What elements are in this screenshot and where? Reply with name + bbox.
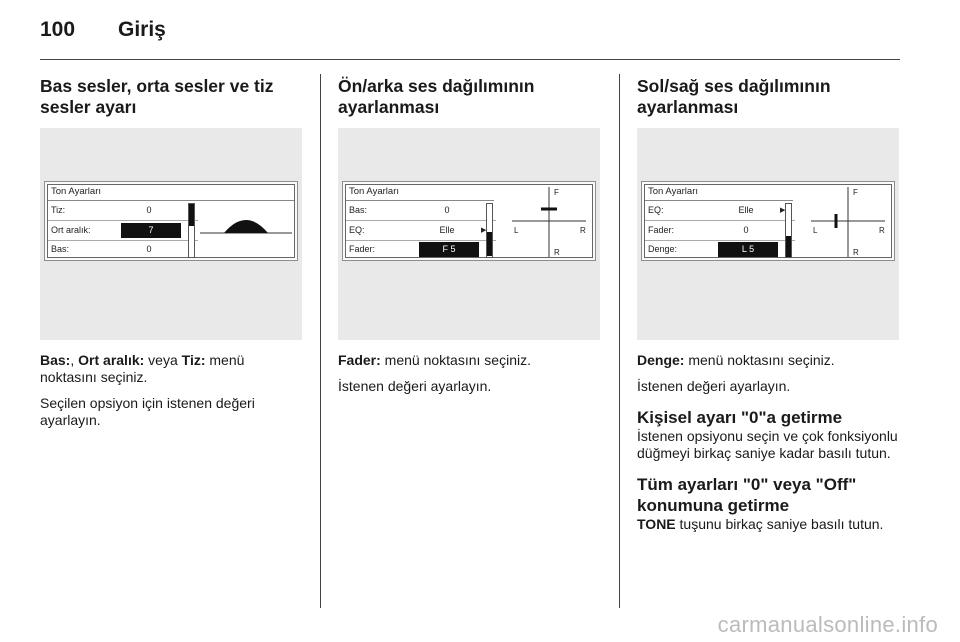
section-heading: Bas sesler, orta sesler ve tiz sesler ayarı	[40, 76, 274, 117]
display-screen	[44, 181, 298, 261]
menu-row-label: Denge:	[648, 244, 678, 254]
axis-front-label: F	[554, 188, 559, 197]
menu-row-treble	[51, 202, 191, 219]
menu-row-value: 0	[743, 225, 749, 235]
menu-row-mid-selected	[51, 222, 191, 239]
menu-row-label: Ort aralık:	[51, 225, 91, 235]
menu-row-value: F 5	[419, 242, 479, 257]
menu-row-fader	[648, 222, 788, 239]
menu-row-eq	[648, 202, 788, 219]
axis-left-label: L	[514, 226, 519, 235]
screen-title: Ton Ayarları	[349, 186, 399, 197]
column-divider-1	[320, 74, 321, 608]
menu-row-label: Fader:	[349, 244, 376, 254]
instruction-adjust: Seçilen opsiyon için istenen değeri ayarlayın.	[40, 395, 255, 428]
instruction-select: Bas:, Ort aralık: veya Tiz: menü noktasını seçiniz.	[40, 352, 245, 385]
menu-row-label: Fader:	[648, 225, 675, 235]
column-balance	[637, 76, 901, 533]
column-bass-mid-treble	[40, 76, 304, 429]
menu-row-value: 0	[146, 244, 152, 254]
watermark: carmanualsonline.info	[717, 612, 938, 637]
column-fader	[338, 76, 602, 395]
menu-row-label: Tiz:	[51, 205, 66, 215]
page-number: 100	[40, 18, 76, 41]
menu-row-value: Elle	[738, 205, 754, 215]
fader-settings-figure	[338, 128, 600, 340]
reset-all-text: TONE tuşunu birkaç saniye basılı tutun.	[637, 516, 884, 532]
scrollbar-icon	[486, 203, 493, 258]
balance-fader-grid-icon	[504, 185, 594, 259]
instruction-adjust: İstenen değeri ayarlayın.	[338, 378, 492, 394]
screen-title: Ton Ayarları	[51, 186, 101, 197]
menu-row-value: Elle	[439, 225, 455, 235]
menu-row-value: 0	[444, 205, 450, 215]
instruction-select: Denge: menü noktasını seçiniz.	[637, 352, 835, 368]
menu-row-eq	[349, 222, 489, 239]
instruction-adjust: İstenen değeri ayarlayın.	[637, 378, 791, 394]
axis-right-label: R	[580, 226, 586, 235]
instruction-select: Fader: menü noktasını seçiniz.	[338, 352, 531, 368]
tone-settings-figure	[40, 128, 302, 340]
screen-title: Ton Ayarları	[648, 186, 698, 197]
axis-rear-label: R	[554, 248, 560, 257]
menu-row-bass	[51, 241, 191, 258]
axis-front-label: F	[853, 188, 858, 197]
page-title: Giriş	[118, 18, 166, 41]
arrow-right-icon: ▶	[780, 207, 786, 214]
header-rule	[40, 59, 900, 60]
menu-row-label: Bas:	[349, 205, 368, 215]
axis-right-label: R	[879, 226, 885, 235]
column-divider-2	[619, 74, 620, 608]
reset-single-text: İstenen opsiyonu seçin ve çok fonksiyonlu düğmeyi birkaç saniye kadar basılı tutun.	[637, 428, 898, 461]
menu-row-fader-selected	[349, 241, 489, 258]
menu-row-bass	[349, 202, 489, 219]
section-heading: Ön/arka ses dağılımının ayarlanması	[338, 76, 535, 117]
scrollbar-icon	[785, 203, 792, 258]
axis-left-label: L	[813, 226, 818, 235]
eq-curve-icon	[200, 203, 292, 257]
display-screen	[342, 181, 596, 261]
display-screen	[641, 181, 895, 261]
menu-row-balance-selected	[648, 241, 788, 258]
menu-row-label: EQ:	[648, 205, 664, 215]
menu-row-value: 0	[146, 205, 152, 215]
subheading-reset-single: Kişisel ayarı "0"a getirme	[637, 408, 843, 427]
axis-rear-label: R	[853, 248, 859, 257]
balance-settings-figure	[637, 128, 899, 340]
menu-row-label: Bas:	[51, 244, 70, 254]
subheading-reset-all: Tüm ayarları "0" veya "Off" konumuna getirme	[637, 475, 857, 515]
page-header	[40, 18, 166, 48]
arrow-right-icon: ▶	[481, 227, 487, 234]
menu-row-value: 7	[121, 223, 181, 238]
menu-row-label: EQ:	[349, 225, 365, 235]
menu-row-value: L 5	[718, 242, 778, 257]
balance-fader-grid-icon	[803, 185, 893, 259]
section-heading: Sol/sağ ses dağılımının ayarlanması	[637, 76, 831, 117]
scrollbar-icon	[188, 203, 195, 258]
